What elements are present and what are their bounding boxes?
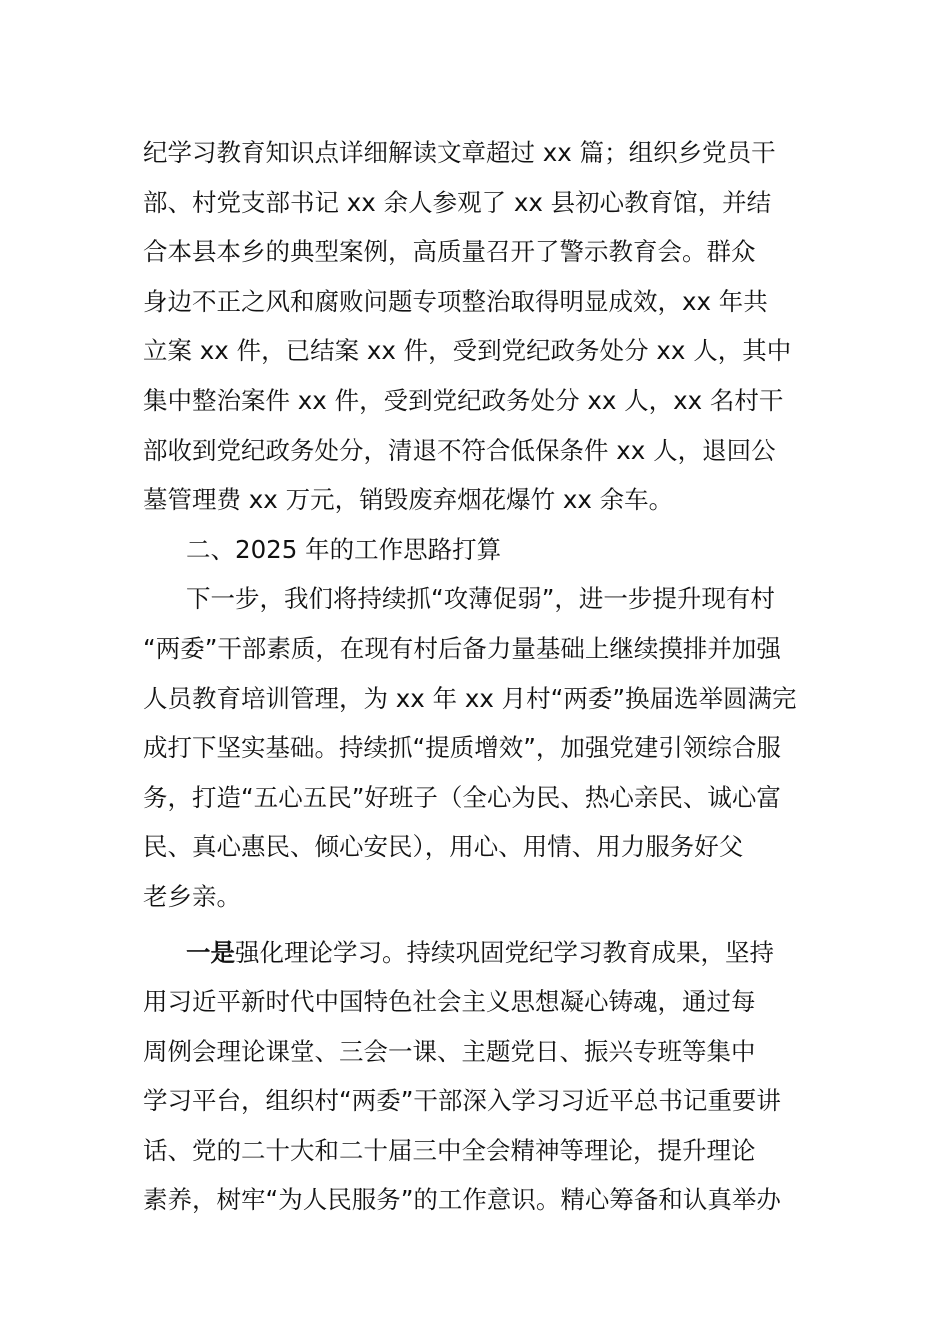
bold-lead: 一是: [186, 937, 235, 967]
text-line: [143, 928, 807, 978]
text-line: 集中整治案件 xx 件，受到党纪政务处分 xx 人，xx 名村干: [143, 385, 784, 415]
text-line: 务，打造“五心五民”好班子（全心为民、热心亲民、诚心富: [143, 782, 781, 812]
text-line: 话、党的二十大和二十届三中全会精神等理论，提升理论: [143, 1135, 756, 1165]
text-line: 民、真心惠民、倾心安民），用心、用情、用力服务好父: [143, 832, 744, 862]
text-line: 用习近平新时代中国特色社会主义思想凝心铸魂，通过每: [143, 987, 756, 1017]
document-body: [143, 128, 807, 1225]
text-line: 部收到党纪政务处分，清退不符合低保条件 xx 人，退回公: [143, 435, 776, 465]
text-line: 部、村党支部书记 xx 余人参观了 xx 县初心教育馆，并结: [143, 187, 772, 217]
text-line: 老乡亲。: [143, 881, 241, 911]
text-fragment: 强化理论学习。持续巩固党纪学习教育成果，坚持: [235, 937, 774, 967]
text-line: 墓管理费 xx 万元，销毁废弃烟花爆竹 xx 余车。: [143, 485, 674, 515]
text-line: 立案 xx 件，已结案 xx 件，受到党纪政务处分 xx 人，其中: [143, 336, 792, 366]
section-heading: 二、2025 年的工作思路打算: [186, 534, 502, 564]
text-line: 素养，树牢“为人民服务”的工作意识。精心筹备和认真举办: [143, 1185, 781, 1215]
text-line: 下一步，我们将持续抓“攻薄促弱”，进一步提升现有村: [186, 584, 775, 614]
text-line: 周例会理论课堂、三会一课、主题党日、振兴专班等集中: [143, 1036, 756, 1066]
text-line: 学习平台，组织村“两委”干部深入学习习近平总书记重要讲: [143, 1086, 781, 1116]
text-line: 人员教育培训管理，为 xx 年 xx 月村“两委”换届选举圆满完: [143, 683, 797, 713]
text-line: 合本县本乡的典型案例，高质量召开了警示教育会。群众: [143, 237, 756, 267]
text-line: 纪学习教育知识点详细解读文章超过 xx 篇；组织乡党员干: [143, 138, 776, 167]
text-line: “两委”干部素质，在现有村后备力量基础上继续摸排并加强: [143, 633, 781, 663]
text-line: 身边不正之风和腐败问题专项整治取得明显成效，xx 年共: [143, 286, 768, 316]
text-line: 成打下坚实基础。持续抓“提质增效”，加强党建引领综合服: [143, 733, 781, 763]
